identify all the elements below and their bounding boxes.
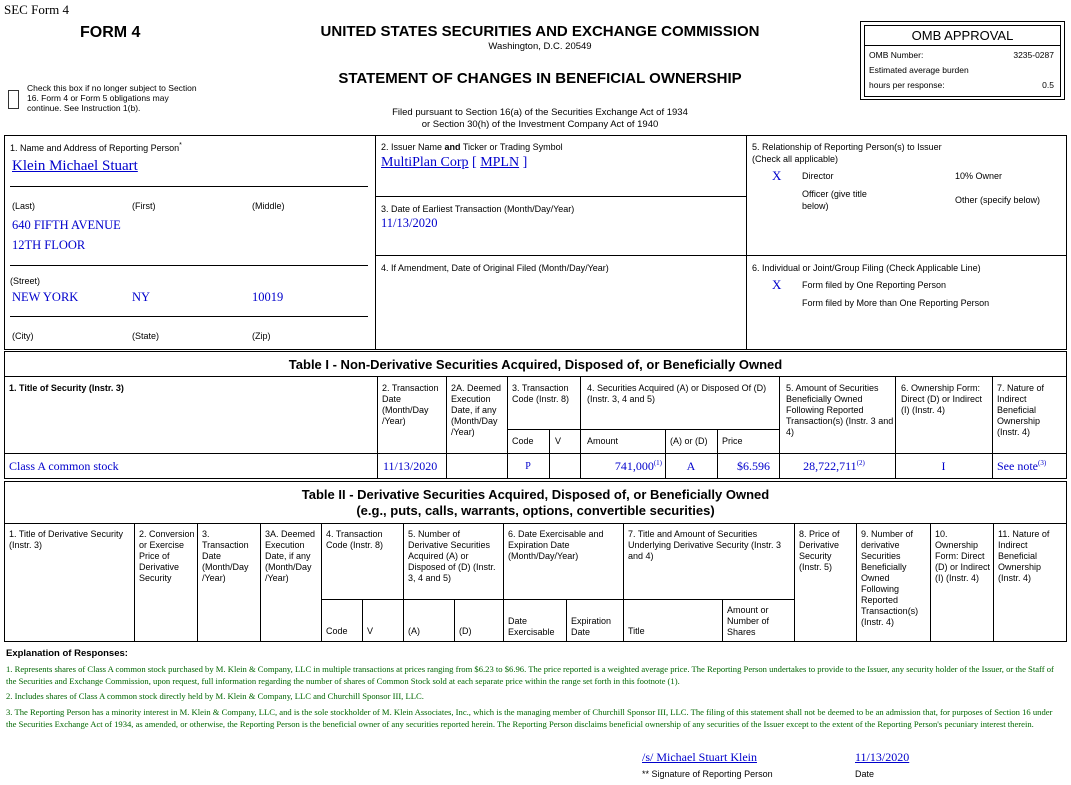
t1-col-div xyxy=(377,376,378,479)
omb-hours: 0.5 xyxy=(1042,80,1054,90)
footnote-2: 2. Includes shares of Class A common stock directly held by M. Klein & Company, LLC and Churchill Sponsor III, LLC. xyxy=(6,691,424,701)
t2-col-div xyxy=(566,599,567,642)
t1-h3-v: V xyxy=(555,436,562,446)
t1-h3: 3. Transaction Code (Instr. 8) xyxy=(512,383,570,404)
signature-date: 11/13/2020 xyxy=(855,750,910,764)
t1-h4: 4. Securities Acquired (A) or Disposed Of (D) (Instr. 3, 4 and 5) xyxy=(587,383,767,404)
t1-h7: 7. Nature of Indirect Beneficial Ownership (Instr. 4) xyxy=(997,383,1045,437)
t2-col-div xyxy=(993,523,994,642)
t1-h2: 2. Transaction Date (Month/Day /Year) xyxy=(382,383,439,426)
t1-row-aord: A xyxy=(686,459,696,473)
t1-row-code: P xyxy=(525,461,531,472)
box1-label: 1. Name and Address of Reporting Person* xyxy=(10,142,182,153)
address-zip: 10019 xyxy=(252,290,284,304)
divider-h-box2 xyxy=(375,196,747,197)
t2-col-div xyxy=(930,523,931,642)
signature-date-label: Date xyxy=(855,769,875,779)
box5-label-2: (Check all applicable) xyxy=(752,154,839,164)
table2-subheader-rule xyxy=(321,599,794,600)
t2-h6-exercisable: Date Exercisable xyxy=(508,616,555,637)
t2-h9: 9. Number of derivative Securities Beneficially Owned Following Reported Transaction(s) (Instr. 4) xyxy=(861,529,919,627)
t1-h4-amount: Amount xyxy=(587,436,619,446)
signature-name: /s/ Michael Stuart Klein xyxy=(642,750,757,764)
one-person-label: Form filed by One Reporting Person xyxy=(802,280,947,290)
filed-pursuant-1: Filed pursuant to Section 16(a) of the Securities Exchange Act of 1934 xyxy=(392,107,688,118)
t2-col-div xyxy=(134,523,135,642)
t2-h11: 11. Nature of Indirect Beneficial Ownership (Instr. 4) xyxy=(998,529,1050,583)
t2-h7-amount: Amount or Number of Shares xyxy=(727,605,770,637)
t2-col-div xyxy=(856,523,857,642)
table2-title-2: (e.g., puts, calls, warrants, options, convertible securities) xyxy=(356,503,715,518)
first-label: (First) xyxy=(132,201,156,211)
no-longer-subject-checkbox[interactable] xyxy=(8,90,19,109)
t2-h3a: 3A. Deemed Execution Date, if any (Month/Day /Year) xyxy=(265,529,316,583)
t1-h6: 6. Ownership Form: Direct (D) or Indirect (I) (Instr. 4) xyxy=(901,383,983,415)
reporting-person-name-link[interactable]: Klein Michael Stuart xyxy=(12,158,138,174)
street-label: (Street) xyxy=(10,276,41,286)
t2-h3: 3. Transaction Date (Month/Day /Year) xyxy=(202,529,249,583)
omb-hours-label: hours per response: xyxy=(869,80,945,90)
box1-rule-2 xyxy=(10,265,368,266)
t1-h4-price: Price xyxy=(722,436,743,446)
divider-h-box3 xyxy=(375,255,1067,256)
last-label: (Last) xyxy=(12,201,36,211)
t1-h1: 1. Title of Security (Instr. 3) xyxy=(9,383,124,393)
omb-title: OMB APPROVAL xyxy=(911,28,1014,43)
table1-title: Table I - Non-Derivative Securities Acquired, Disposed of, or Beneficially Owned xyxy=(288,357,783,372)
box6-label: 6. Individual or Joint/Group Filing (Check Applicable Line) xyxy=(752,263,981,273)
signature-label: ** Signature of Reporting Person xyxy=(642,769,773,779)
issuer-line: MultiPlan Corp [ MPLN ] xyxy=(381,155,528,170)
t2-h7-title: Title xyxy=(628,626,645,636)
t2-col-div xyxy=(454,599,455,642)
box1-rule-3 xyxy=(10,316,368,317)
t1-row-form: I xyxy=(941,459,946,473)
zip-label: (Zip) xyxy=(252,331,271,341)
director-label: Director xyxy=(802,171,834,181)
t2-h6: 6. Date Exercisable and Expiration Date (Month/Day/Year) xyxy=(508,529,604,561)
t1-row-date: 11/13/2020 xyxy=(383,459,438,473)
t2-col-div xyxy=(362,599,363,642)
director-checkmark: X xyxy=(772,168,782,183)
table1-title-rule xyxy=(4,376,1067,377)
table1-subheader-rule xyxy=(507,429,779,430)
t1-col-div xyxy=(992,376,993,479)
form-name: FORM 4 xyxy=(80,24,141,41)
table2-title-rule xyxy=(4,523,1067,524)
checkbox-text-2: 16. Form 4 or Form 5 obligations may xyxy=(27,93,169,103)
omb-number-label: OMB Number: xyxy=(869,50,924,60)
omb-divider xyxy=(865,45,1060,46)
t2-h8: 8. Price of Derivative Security (Instr. 5) xyxy=(799,529,840,572)
t1-h4-aord: (A) or (D) xyxy=(670,436,708,446)
statement-title: STATEMENT OF CHANGES IN BENEFICIAL OWNERSHIP xyxy=(338,70,742,87)
t2-col-div xyxy=(260,523,261,642)
t1-row-price: $6.596 xyxy=(737,459,770,473)
address-city: NEW YORK xyxy=(12,290,79,304)
box4-label: 4. If Amendment, Date of Original Filed (Month/Day/Year) xyxy=(381,263,609,273)
t2-col-div xyxy=(503,523,504,642)
omb-burden-label: Estimated average burden xyxy=(869,65,969,75)
t1-row-owned: 28,722,711$^{(2)}$ xyxy=(803,459,865,473)
divider-v2 xyxy=(746,135,747,350)
officer-label-2: below) xyxy=(802,201,829,211)
t2-col-div xyxy=(623,523,624,642)
t2-col-div xyxy=(794,523,795,642)
middle-label: (Middle) xyxy=(252,201,285,211)
t2-col-div xyxy=(197,523,198,642)
other-label: Other (specify below) xyxy=(955,195,1041,205)
city-label: (City) xyxy=(12,331,34,341)
footnote-1: 1. Represents shares of Class A common stock purchased by M. Klein & Company, LLC in multiple transactions at prices ranging from $6.23 to $6.96. The price reported is a weighted average price. The Reporting Person undertakes to provide to the Issuer, any security holder of the Issuer, or the Staff of the Securities and Exchange Commission, upon request, full information regarding the number of shares of Common Stock sold at each separate price within the range set forth in this footnote (1). xyxy=(6,664,1054,686)
box1-rule-1 xyxy=(10,186,368,187)
earliest-transaction-date: 11/13/2020 xyxy=(381,216,438,230)
t2-h10: 10. Ownership Form: Direct (D) or Indirect (I) (Instr. 4) xyxy=(935,529,991,583)
t1-h2a: 2A. Deemed Execution Date, if any (Month/Day /Year) xyxy=(451,383,502,437)
filed-pursuant-2: or Section 30(h) of the Investment Company Act of 1940 xyxy=(421,119,659,130)
table2-title-1: Table II - Derivative Securities Acquired, Disposed of, or Beneficially Owned xyxy=(301,487,770,502)
checkbox-text-1: Check this box if no longer subject to Section xyxy=(27,83,197,93)
issuer-name-link[interactable]: MultiPlan Corp xyxy=(381,155,469,170)
box5-label-1: 5. Relationship of Reporting Person(s) to Issuer xyxy=(752,142,942,152)
t2-h4-v: V xyxy=(367,626,374,636)
t2-h5-d: (D) xyxy=(459,626,472,636)
t2-h5-a: (A) xyxy=(408,626,420,636)
t2-col-div xyxy=(403,523,404,642)
table1-header-rule xyxy=(4,453,1067,454)
omb-approval-box xyxy=(860,21,1065,100)
omb-number: 3235-0287 xyxy=(1013,50,1054,60)
footnote-3: 3. The Reporting Person has a minority interest in M. Klein & Company, LLC, and is the sole stockholder of M. Klein Associates, Inc., which is the managing member of Churchill Sponsor III, LLC. The filing of this statement shall not be deemed to be an admission that, for purposes of Section 16 under the Securities Exchange Act of 1934, as amended, or otherwise, the Reporting Person is the beneficial owner of any securities reported herein. The Reporting Person disclaims beneficial ownership of any securities of the Issuer except to the extent of the Reporting Person's pecuniary interest therein. xyxy=(6,707,1053,729)
t2-h6-expiration: Expiration Date xyxy=(571,616,612,637)
t1-row-title: Class A common stock xyxy=(9,459,119,473)
one-person-checkmark: X xyxy=(772,277,782,292)
ticker-link[interactable]: MPLN xyxy=(480,155,520,170)
box3-label: 3. Date of Earliest Transaction (Month/Day/Year) xyxy=(381,204,575,214)
officer-label-1: Officer (give title xyxy=(802,189,867,199)
t2-col-div xyxy=(321,523,322,642)
t2-h7: 7. Title and Amount of Securities Underlying Derivative Security (Instr. 3 and 4) xyxy=(628,529,782,561)
t1-h3-code: Code xyxy=(512,436,534,446)
t2-col-div xyxy=(722,599,723,642)
t1-h5: 5. Amount of Securities Beneficially Owned Following Reported Transaction(s) (Instr. 3 and 4) xyxy=(786,383,894,437)
checkbox-text-3: continue. See Instruction 1(b). xyxy=(27,103,141,113)
address-line-1: 640 FIFTH AVENUE xyxy=(12,218,121,232)
reporting-info-section xyxy=(4,135,1067,350)
box2-label: 2. Issuer Name and Ticker or Trading Symbol xyxy=(381,142,563,152)
t2-h4: 4. Transaction Code (Instr. 8) xyxy=(326,529,384,550)
t1-col-div xyxy=(446,376,447,479)
t2-h2: 2. Conversion or Exercise Price of Derivative Security xyxy=(139,529,195,583)
address-line-2: 12TH FLOOR xyxy=(12,238,86,252)
t1-row-nature: See note$^{(3)}$ xyxy=(997,459,1047,473)
t2-h5: 5. Number of Derivative Securities Acquired (A) or Disposed of (D) (Instr. 3, 4 and 5) xyxy=(408,529,496,583)
agency-title: UNITED STATES SECURITIES AND EXCHANGE COMMISSION xyxy=(320,23,760,40)
t2-h1: 1. Title of Derivative Security (Instr. 3) xyxy=(9,529,124,550)
t1-row-amount: 741,000$^{(1)}$ xyxy=(614,459,662,473)
ten-percent-owner-label: 10% Owner xyxy=(955,171,1003,181)
divider-v1 xyxy=(375,135,376,350)
agency-city: Washington, D.C. 20549 xyxy=(488,41,592,52)
explanation-title: Explanation of Responses: xyxy=(6,648,128,659)
address-state: NY xyxy=(132,290,151,304)
t1-col-div xyxy=(549,429,550,479)
multiple-persons-label: Form filed by More than One Reporting Person xyxy=(802,298,990,308)
state-label: (State) xyxy=(132,331,160,341)
t2-h4-code: Code xyxy=(326,626,348,636)
doc-label: SEC Form 4 xyxy=(4,2,70,17)
omb-inner-box xyxy=(864,25,1061,97)
